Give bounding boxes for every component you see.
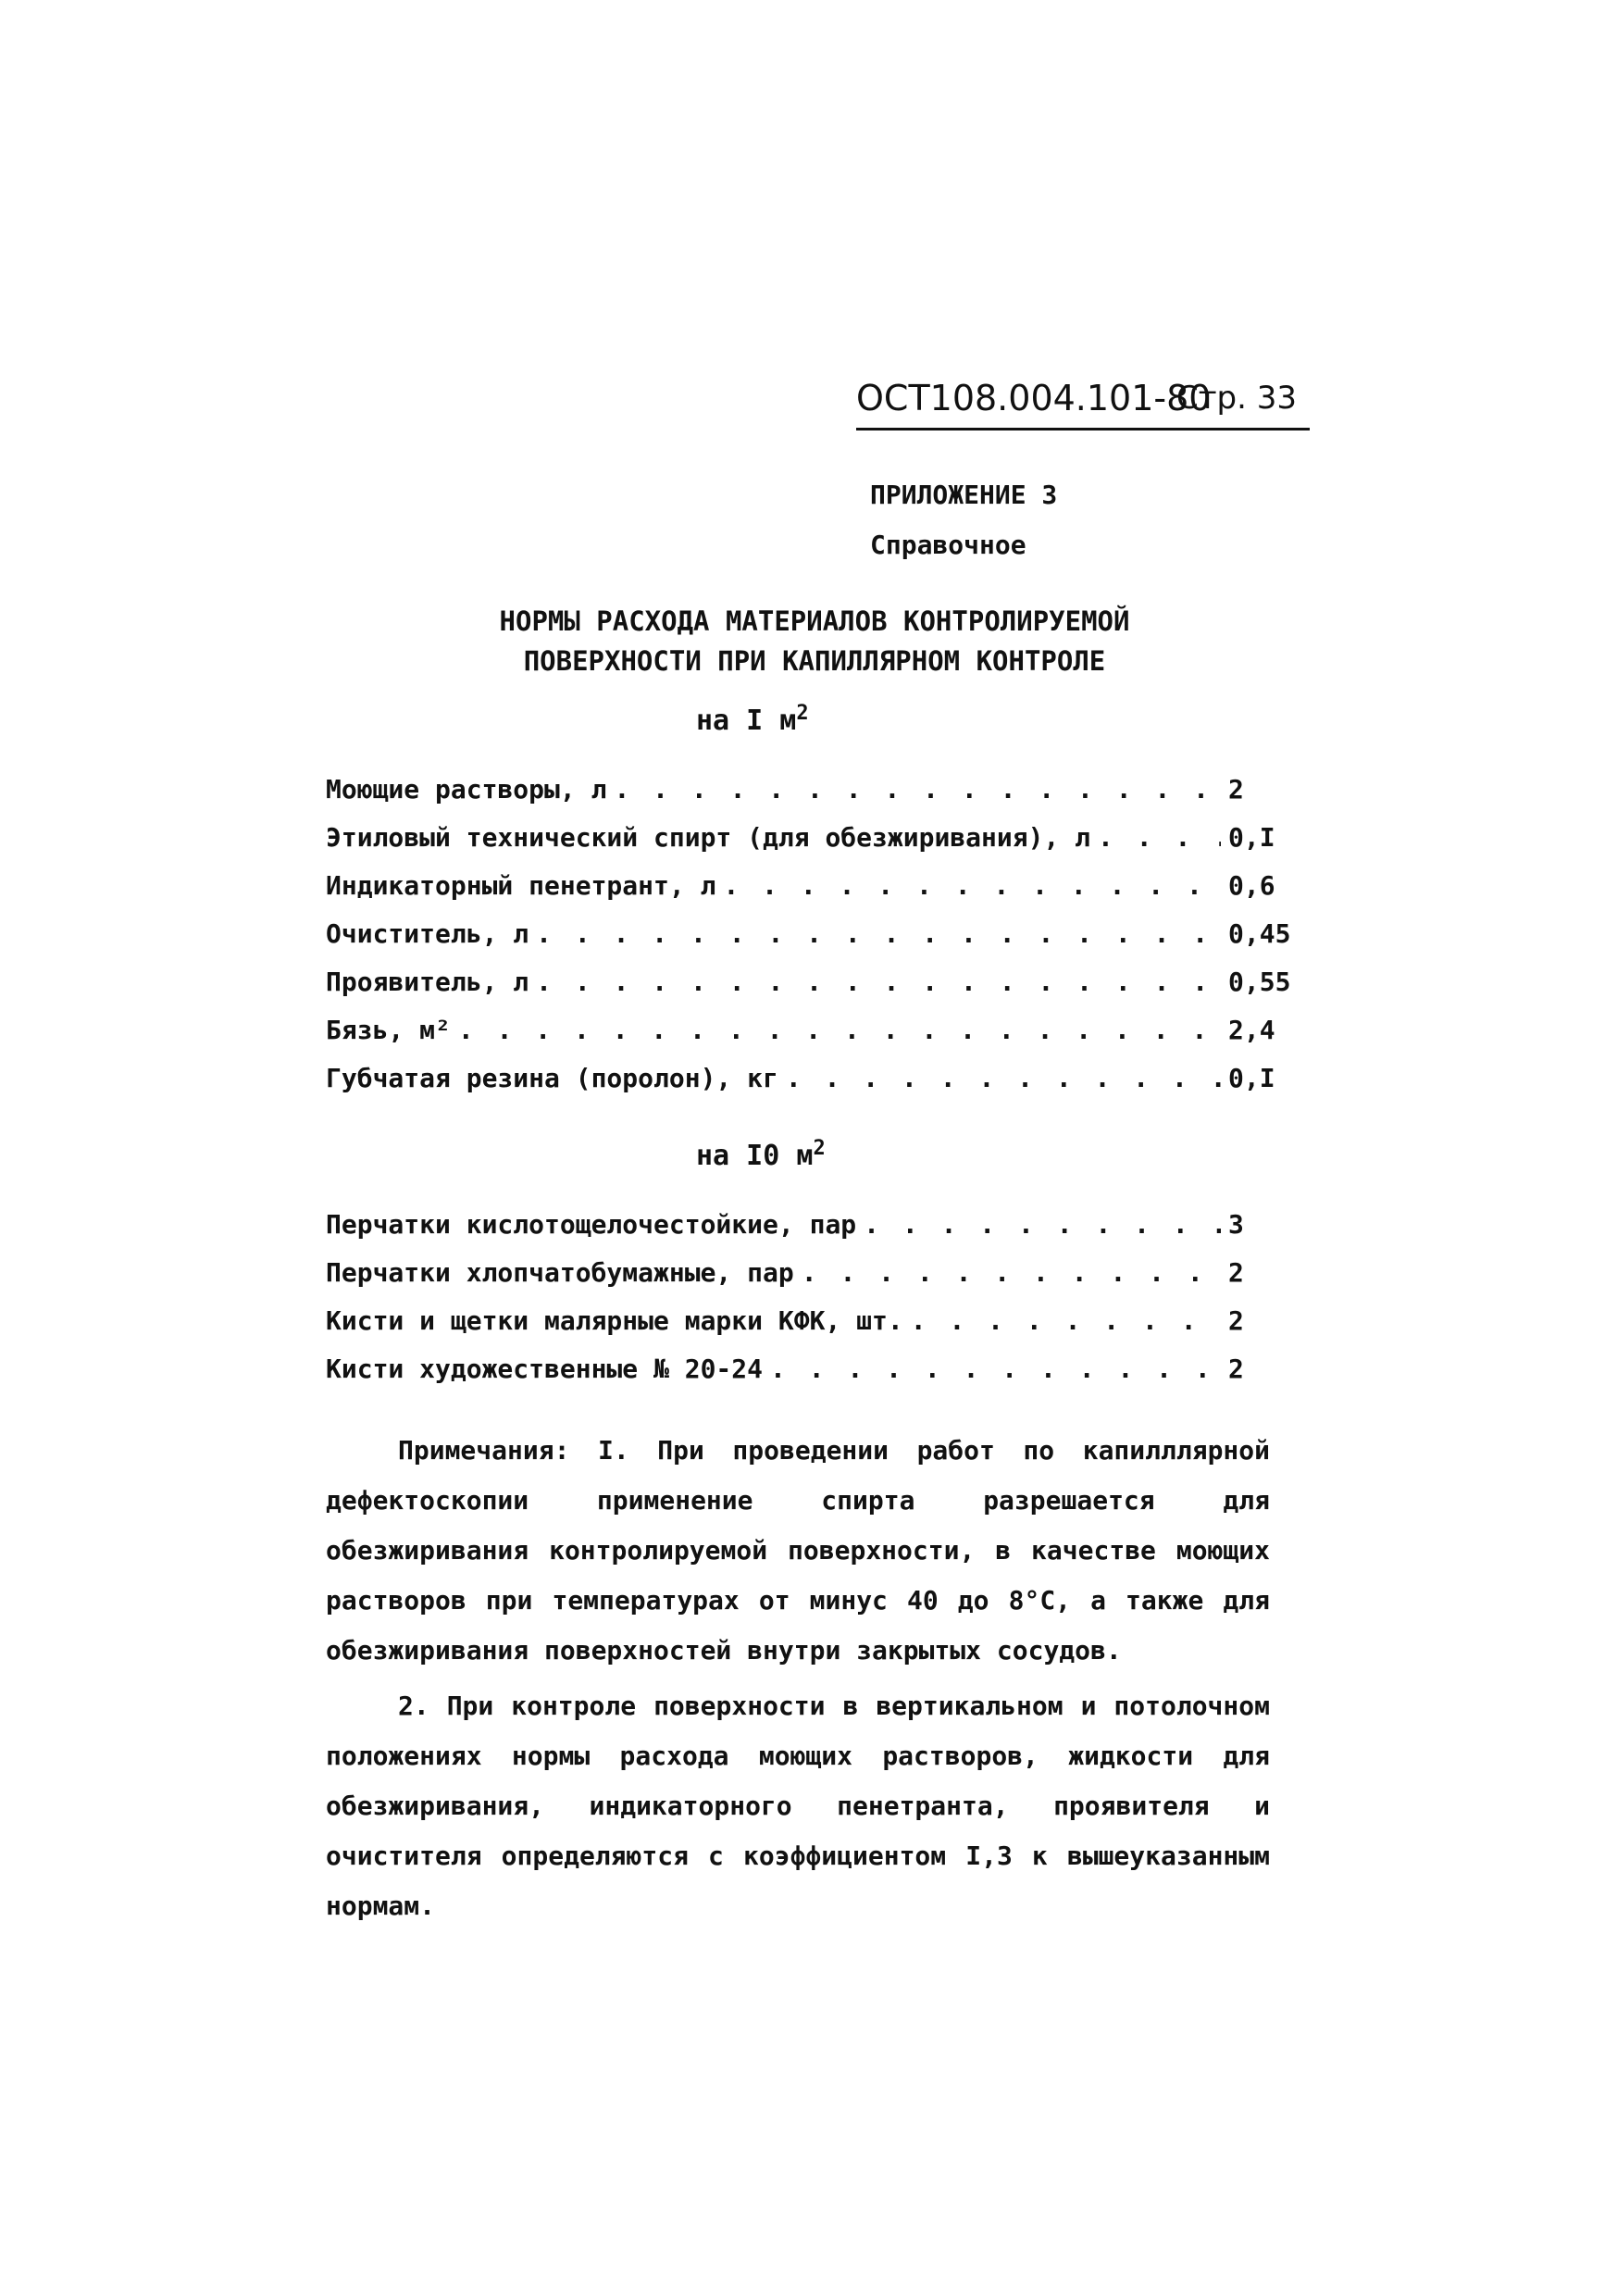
list-item — [326, 1257, 1293, 1305]
reference-label: Справочное — [870, 530, 1026, 560]
leader-dots — [786, 1063, 1221, 1093]
item-value: 2 — [1228, 774, 1244, 805]
section-2-list — [326, 1209, 1293, 1402]
title-line-2: ПОВЕРХНОСТИ ПРИ КАПИЛЛЯРНОМ КОНТРОЛЕ — [523, 645, 1106, 677]
notes-block — [326, 1426, 1270, 1937]
leader-dots — [770, 1354, 1221, 1384]
item-value: 0,55 — [1228, 967, 1291, 997]
section-2-heading-sup: 2 — [813, 1137, 826, 1160]
leader-dots — [864, 1209, 1221, 1240]
item-label: Кисти художественные № 20-24 — [326, 1354, 764, 1384]
item-label: Этиловый технический спирт (для обезжиривания), л — [326, 822, 1091, 853]
section-1-heading-text: на I м — [696, 705, 797, 737]
item-value: 2,4 — [1228, 1015, 1275, 1045]
item-value: 3 — [1228, 1209, 1244, 1240]
leader-dots — [536, 967, 1221, 997]
leader-dots — [911, 1305, 1221, 1336]
page-number: Стр. 33 — [1175, 380, 1297, 417]
appendix-label: ПРИЛОЖЕНИЕ 3 — [870, 480, 1058, 510]
list-item — [326, 822, 1293, 870]
item-value: 2 — [1228, 1354, 1244, 1384]
list-item — [326, 870, 1293, 918]
section-2-heading — [696, 1137, 826, 1172]
item-value: 0,45 — [1228, 918, 1291, 949]
list-item — [326, 967, 1293, 1015]
item-value: 2 — [1228, 1257, 1244, 1288]
list-item — [326, 918, 1293, 967]
section-2-heading-text: на I0 м — [696, 1140, 814, 1172]
item-value: 0,I — [1228, 1063, 1275, 1093]
note-1: Примечания: I. При проведении работ по капилллярной дефектоскопии применение спирта разрешается для обезжиривания контролируемой поверхности, в качестве моющих растворов при температурах от минус 40 до 8°С, а также для обезжиривания поверхностей внутри закрытых сосудов. — [326, 1435, 1270, 1666]
document-code: ОСТ108.004.101-80 — [856, 378, 1212, 418]
leader-dots — [802, 1257, 1221, 1288]
leader-dots — [536, 918, 1221, 949]
item-label: Кисти и щетки малярные марки КФК, шт. — [326, 1305, 903, 1336]
leader-dots — [614, 774, 1221, 805]
document-title — [444, 602, 1185, 681]
item-value: 0,I — [1228, 822, 1275, 853]
list-item — [326, 1209, 1293, 1257]
list-item — [326, 774, 1293, 822]
item-label: Проявитель, л — [326, 967, 529, 997]
list-item — [326, 1354, 1293, 1402]
leader-dots — [458, 1015, 1221, 1045]
item-label: Моющие растворы, л — [326, 774, 607, 805]
list-item — [326, 1063, 1293, 1111]
leader-dots — [1098, 822, 1221, 853]
leader-dots — [723, 870, 1221, 901]
item-label: Очиститель, л — [326, 918, 529, 949]
page-header — [856, 370, 1310, 430]
note-2: 2. При контроле поверхности в вертикальном и потолочном положениях нормы расхода моющих растворов, жидкости для обезжиривания, индикаторного пенетранта, проявителя и очистителя определяются с коэффициентом I,3 к вышеуказанным нормам. — [326, 1691, 1270, 1921]
item-value: 2 — [1228, 1305, 1244, 1336]
section-1-heading — [696, 702, 809, 737]
item-value: 0,6 — [1228, 870, 1275, 901]
item-label: Перчатки кислотощелочестойкие, пар — [326, 1209, 857, 1240]
list-item — [326, 1305, 1293, 1354]
section-1-list — [326, 774, 1293, 1111]
item-label: Индикаторный пенетрант, л — [326, 870, 716, 901]
title-line-1: НОРМЫ РАСХОДА МАТЕРИАЛОВ КОНТРОЛИРУЕМОЙ — [499, 605, 1130, 637]
item-label: Перчатки хлопчатобумажные, пар — [326, 1257, 794, 1288]
item-label: Губчатая резина (поролон), кг — [326, 1063, 778, 1093]
section-1-heading-sup: 2 — [796, 702, 809, 725]
list-item — [326, 1015, 1293, 1063]
item-label: Бязь, м² — [326, 1015, 451, 1045]
